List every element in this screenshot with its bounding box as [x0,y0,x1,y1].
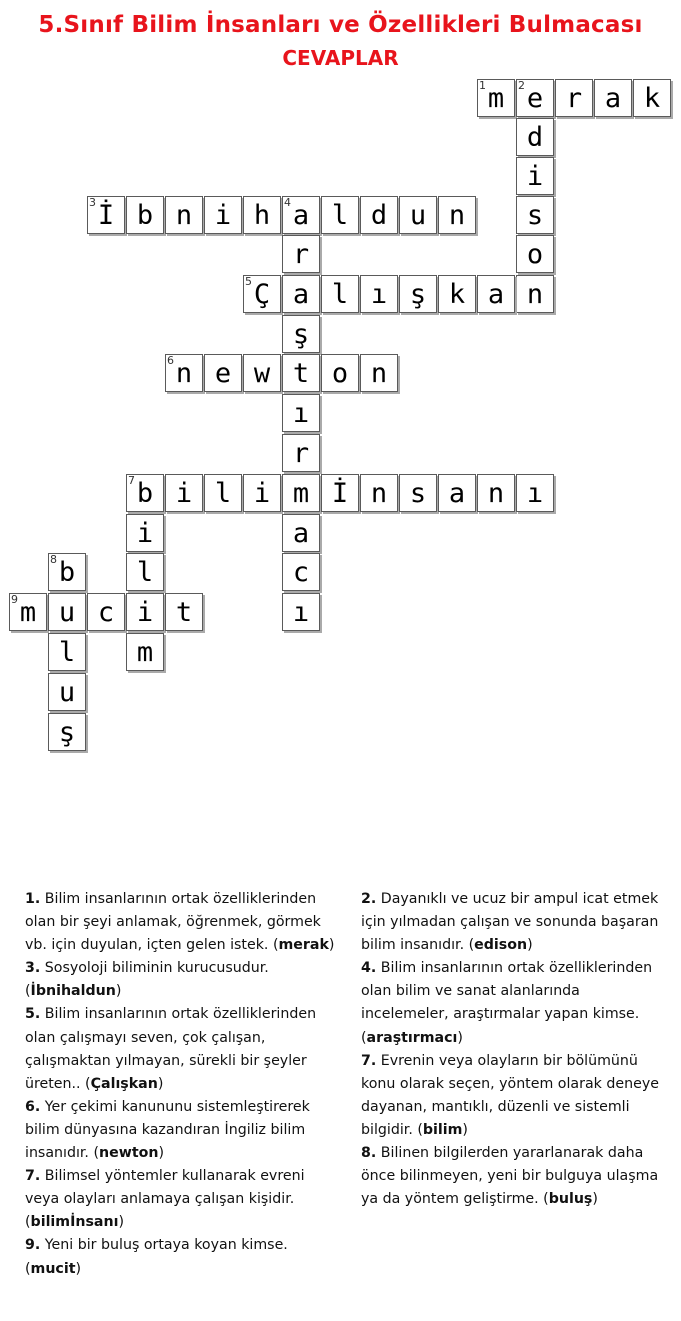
crossword-cell [399,474,437,512]
crossword-cell [87,593,125,631]
crossword-cell [282,394,320,432]
cell-letter: t [292,358,310,389]
crossword-cell [516,474,554,512]
cell-letter: i [136,518,154,549]
crossword-cell [594,79,632,117]
clue-number: 3 [89,196,96,209]
cell-letter: s [526,200,544,231]
cell-letter: ı [292,398,310,429]
crossword-cell [282,315,320,353]
clue-number: 2. [361,891,377,907]
cell-letter: a [487,279,505,310]
crossword-cell [204,354,242,392]
cell-letter: r [292,438,310,469]
crossword-cell [516,79,554,117]
crossword-cell [243,196,281,234]
cell-letter: l [58,637,76,668]
cell-letter: ı [526,478,544,509]
clue-answer: merak [278,937,329,954]
crossword-cell [321,196,359,234]
clue-item: 9. Yeni bir buluş ortaya koyan kimse. (mucit) [25,1237,288,1277]
crossword-cell [633,79,671,117]
clue-text: Sosyoloji biliminin kurucusudur. [40,960,269,977]
cell-letter: c [292,557,310,588]
cell-letter: r [565,83,583,114]
cell-letter: i [526,161,544,192]
cell-letter: i [136,597,154,628]
crossword-cell [126,474,164,512]
clues-column-left [25,888,340,1281]
cell-letter: a [292,279,310,310]
page-subtitle: CEVAPLAR [282,46,399,70]
cell-letter: n [526,279,544,310]
clue-item: 4. Bilim insanlarının ortak özelliklerinden olan bilim ve sanat alanlarında incelemeler, araştırmalar yapan kimse. (araştırmacı) [361,960,653,1046]
crossword-cell [516,275,554,313]
crossword-cell [126,514,164,552]
cell-letter: ş [292,319,310,350]
crossword-cell [360,275,398,313]
crossword-cell [48,633,86,671]
crossword-cell [282,235,320,273]
crossword-cell [360,474,398,512]
crossword-cell [165,196,203,234]
crossword-cell [243,474,281,512]
cell-letter: a [604,83,622,114]
cell-letter: n [175,358,193,389]
cell-letter: b [58,557,76,588]
clue-number: 1. [25,891,41,907]
crossword-cell [360,196,398,234]
clue-number: 8 [50,553,57,566]
clue-number: 9 [11,593,18,606]
clue-text: Yeni bir buluş ortaya koyan kimse. [40,1237,288,1254]
clue-answer: buluş [548,1191,593,1208]
clue-item: 7. Evrenin veya olayların bir bölümünü konu olarak seçen, yöntem olarak deneye dayanan, mantıklı, düzenli ve sistemli bilgidir. (bilim) [361,1052,659,1138]
cell-letter: İ [331,478,349,509]
crossword-cell [126,593,164,631]
clue-number: 8. [361,1145,377,1162]
page-title: 5.Sınıf Bilim İnsanları ve Özellikleri Bulmacası [38,12,643,38]
crossword-cell [204,474,242,512]
crossword-cell [321,354,359,392]
crossword-cell [282,354,320,392]
cell-letter: o [526,239,544,270]
cell-letter: h [253,200,271,231]
crossword-cell [477,474,515,512]
clue-text: Bilimsel yöntemler kullanarak evreni veya olayları anlamaya çalışan kişidir. [25,1168,305,1208]
cell-letter: k [643,83,661,114]
clue-answer: newton [99,1145,159,1162]
clue-text: Bilim insanlarının ortak özelliklerinden olan çalışmayı seven, çok çalışan, çalışmaktan yılmayan, sürekli bir şeyler üreten.. [25,1006,317,1092]
crossword-cell [321,474,359,512]
cell-letter: b [136,200,154,231]
cell-letter: k [448,279,466,310]
crossword-cell [165,593,203,631]
clue-item: 1. Bilim insanlarının ortak özelliklerinden olan bir şeyi anlamak, öğrenmek, görmek vb. için duyulan, içten gelen istek. (merak) [25,891,335,954]
crossword-cell [48,673,86,711]
cell-letter: e [214,358,232,389]
cell-letter: d [526,122,544,153]
clue-number: 7 [128,474,135,487]
clue-answer: araştırmacı [366,1029,458,1046]
cell-letter: ı [292,597,310,628]
clue-text: Bilim insanlarının ortak özelliklerinden olan bir şeyi anlamak, öğrenmek, görmek vb. için duyulan, içten gelen istek. [25,891,321,954]
clue-number: 7. [361,1052,377,1069]
crossword-cell [48,593,86,631]
clue-number: 5 [245,275,252,288]
clue-answer: mucit [30,1260,76,1277]
crossword-cell [282,474,320,512]
crossword-cell [399,275,437,313]
clue-text: Evrenin veya olayların bir bölümünü konu olarak seçen, yöntem olarak deneye dayanan, mantıklı, düzenli ve sistemli bilgidir. [361,1052,659,1138]
clue-text: Bilinen bilgilerden yararlanarak daha önce bilinmeyen, yeni bir bulguya ulaşma ya da yöntem geliştirme. [361,1145,659,1208]
cell-letter: u [58,677,76,708]
clue-number: 6 [167,354,174,367]
cell-letter: l [331,200,349,231]
cell-letter: m [136,637,154,668]
cell-letter: İ [97,200,115,231]
cell-letter: n [370,478,388,509]
clue-answer: bilim [422,1121,463,1138]
cell-letter: s [409,478,427,509]
clue-number: 4 [284,196,291,209]
clue-answer: edison [474,937,528,954]
cell-letter: ş [409,279,427,310]
crossword-cell [165,474,203,512]
crossword-cell [360,354,398,392]
clue-number: 5. [25,1006,41,1023]
crossword-cell [555,79,593,117]
crossword-cell [321,275,359,313]
cell-letter: a [292,518,310,549]
crossword-cell [516,118,554,156]
crossword-cell [282,593,320,631]
clue-number: 1 [479,79,486,92]
cell-letter: ı [370,279,388,310]
clue-number: 7. [25,1168,41,1185]
clue-answer: İbnihaldun [30,983,116,1000]
crossword-cell [126,196,164,234]
clue-item: 5. Bilim insanlarının ortak özelliklerinden olan çalışmayı seven, çok çalışan, çalışmaktan yılmayan, sürekli bir şeyler üreten.. (Çalışkan) [25,1006,317,1092]
crossword-cell [126,553,164,591]
crossword-cell [477,275,515,313]
clue-item: 8. Bilinen bilgilerden yararlanarak daha önce bilinmeyen, yeni bir bulguya ulaşma ya da yöntem geliştirme. (buluş) [361,1145,659,1208]
clues-column-right [361,888,671,1211]
crossword-cell [516,157,554,195]
crossword-cell [87,196,125,234]
crossword-cell [9,593,47,631]
crossword-cell [165,354,203,392]
cell-letter: i [253,478,271,509]
cell-letter: n [175,200,193,231]
clue-text: Bilim insanlarının ortak özelliklerinden olan bilim ve sanat alanlarında incelemeler, araştırmalar yapan kimse. [361,960,653,1023]
cell-letter: u [409,200,427,231]
clue-text: Dayanıklı ve ucuz bir ampul icat etmek için yılmadan çalışan ve sonunda başaran bilim insanıdır. [361,891,659,954]
cell-letter: w [253,358,271,389]
crossword-cell [516,235,554,273]
crossword-cell [438,196,476,234]
crossword-cell [282,514,320,552]
crossword-cell [282,434,320,472]
cell-letter: c [97,597,115,628]
cell-letter: a [448,478,466,509]
crossword-cell [438,474,476,512]
cell-letter: d [370,200,388,231]
clue-text: Yer çekimi kanununu sistemleştirerek bilim dünyasına kazandıran İngiliz bilim insanıdır. [25,1098,310,1162]
crossword-cell [516,196,554,234]
clue-number: 9. [25,1237,41,1254]
cell-letter: a [292,200,310,231]
clue-item: 7. Bilimsel yöntemler kullanarak evreni veya olayları anlamaya çalışan kişidir. (bilimİnsanı) [25,1168,305,1231]
clue-answer: Çalışkan [90,1075,158,1092]
crossword-cell [438,275,476,313]
cell-letter: r [292,239,310,270]
cell-letter: b [136,478,154,509]
clue-item: 6. Yer çekimi kanununu sistemleştirerek bilim dünyasına kazandıran İngiliz bilim insanıdır. (newton) [25,1098,310,1162]
cell-letter: u [58,597,76,628]
cell-letter: n [448,200,466,231]
cell-letter: e [526,83,544,114]
crossword-cell [282,553,320,591]
crossword-cell [48,553,86,591]
crossword-cell [243,354,281,392]
crossword-cell [282,275,320,313]
cell-letter: m [487,83,505,114]
crossword-cell [126,633,164,671]
cell-letter: i [175,478,193,509]
cell-letter: Ç [253,279,271,310]
cell-letter: n [370,358,388,389]
cell-letter: l [214,478,232,509]
cell-letter: l [136,557,154,588]
crossword-cell [48,713,86,751]
crossword-cell [477,79,515,117]
clue-number: 2 [518,79,525,92]
cell-letter: t [175,597,193,628]
cell-letter: n [487,478,505,509]
crossword-cell [282,196,320,234]
cell-letter: l [331,279,349,310]
clue-answer: bilimİnsanı [30,1214,119,1231]
crossword-cell [399,196,437,234]
cell-letter: i [214,200,232,231]
cell-letter: ş [58,717,76,748]
clue-number: 4. [361,960,377,977]
cell-letter: m [292,478,310,509]
clue-number: 3. [25,960,41,977]
crossword-cell [243,275,281,313]
clue-item: 2. Dayanıklı ve ucuz bir ampul icat etmek için yılmadan çalışan ve sonunda başaran bilim insanıdır. (edison) [361,891,659,954]
clue-number: 6. [25,1098,41,1115]
clue-item: 3. Sosyoloji biliminin kurucusudur. (İbnihaldun) [25,960,269,1000]
cell-letter: m [19,597,37,628]
crossword-cell [204,196,242,234]
cell-letter: o [331,358,349,389]
